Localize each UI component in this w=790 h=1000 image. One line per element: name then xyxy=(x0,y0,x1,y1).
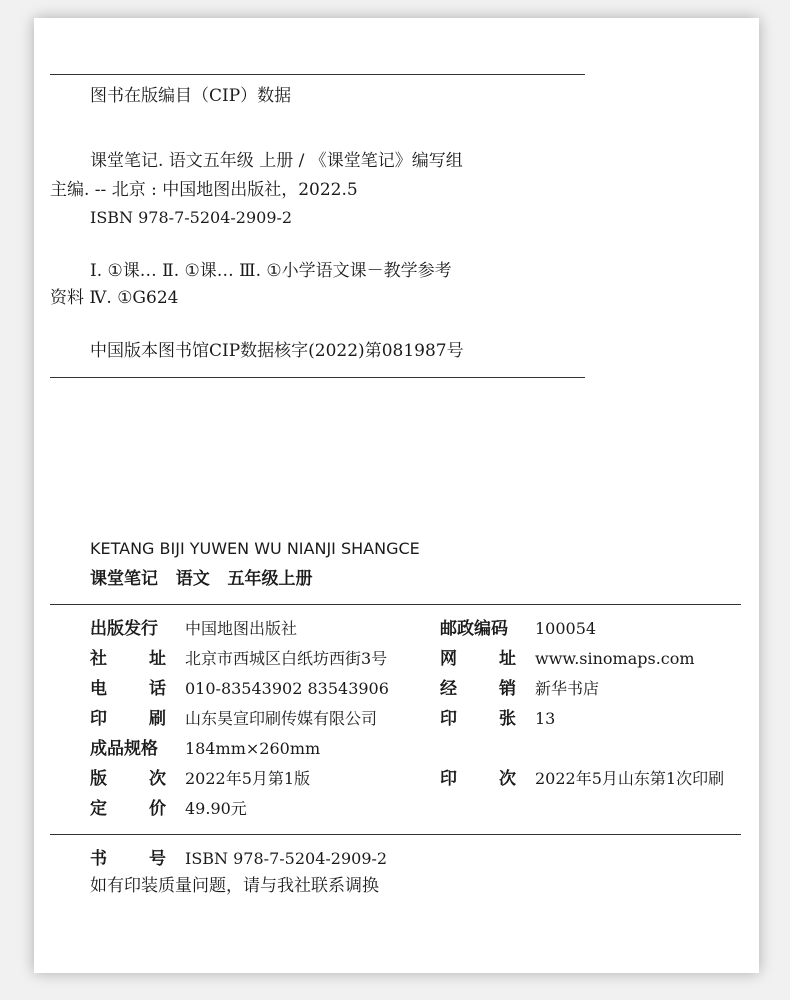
price-label: 定 价 xyxy=(90,799,166,819)
website-value: www.sinomaps.com xyxy=(535,649,695,668)
postcode-label: 邮政编码 xyxy=(440,619,508,639)
cip-heading: 图书在版编目（CIP）数据 xyxy=(90,86,292,106)
impression-label: 印 次 xyxy=(440,769,516,789)
size-value: 184mm×260mm xyxy=(185,739,321,758)
book-number-value: ISBN 978-7-5204-2909-2 xyxy=(185,849,388,868)
distributor-value: 新华书店 xyxy=(535,679,600,698)
printer-value: 山东昊宣印刷传媒有限公司 xyxy=(185,709,378,728)
cip-isbn: ISBN 978-7-5204-2909-2 xyxy=(90,208,293,227)
phone-label: 电 话 xyxy=(90,679,166,699)
copyright-page xyxy=(34,18,759,973)
size-label: 成品规格 xyxy=(90,739,158,759)
edition-value: 2022年5月第1版 xyxy=(185,769,311,788)
title-chinese: 课堂笔记 语文 五年级上册 xyxy=(90,569,313,589)
sheets-value: 13 xyxy=(535,709,556,728)
cip-bottom-rule xyxy=(50,377,585,378)
publisher-label: 出版发行 xyxy=(90,619,158,639)
cip-top-rule xyxy=(50,74,585,75)
address-label: 社 址 xyxy=(90,649,166,669)
edition-label: 版 次 xyxy=(90,769,166,789)
impression-value: 2022年5月山东第1次印刷 xyxy=(535,769,725,788)
website-label: 网 址 xyxy=(440,649,516,669)
price-value: 49.90元 xyxy=(185,799,247,818)
cip-classification-line-2: 资料 Ⅳ. ①G624 xyxy=(50,288,179,308)
cip-number: 中国版本图书馆CIP数据核字(2022)第081987号 xyxy=(90,341,464,361)
book-number-label: 书 号 xyxy=(90,849,166,869)
postcode-value: 100054 xyxy=(535,619,597,638)
quality-notice: 如有印装质量问题，请与我社联系调换 xyxy=(90,876,379,896)
publisher-value: 中国地图出版社 xyxy=(185,619,298,638)
printer-label: 印 刷 xyxy=(90,709,166,729)
info-bottom-rule xyxy=(50,834,741,835)
distributor-label: 经 销 xyxy=(440,679,516,699)
cip-title-line-2: 主编. -- 北京 : 中国地图出版社，2022.5 xyxy=(50,180,358,200)
title-pinyin: KETANG BIJI YUWEN WU NIANJI SHANGCE xyxy=(90,539,420,558)
cip-classification-line-1: Ⅰ. ①课… Ⅱ. ①课… Ⅲ. ①小学语文课－教学参考 xyxy=(90,261,452,281)
info-top-rule xyxy=(50,604,741,605)
cip-title-line-1: 课堂笔记. 语文五年级 上册 / 《课堂笔记》编写组 xyxy=(90,151,463,171)
address-value: 北京市西城区白纸坊西街3号 xyxy=(185,649,388,668)
sheets-label: 印 张 xyxy=(440,709,516,729)
phone-value: 010-83543902 83543906 xyxy=(185,679,389,698)
